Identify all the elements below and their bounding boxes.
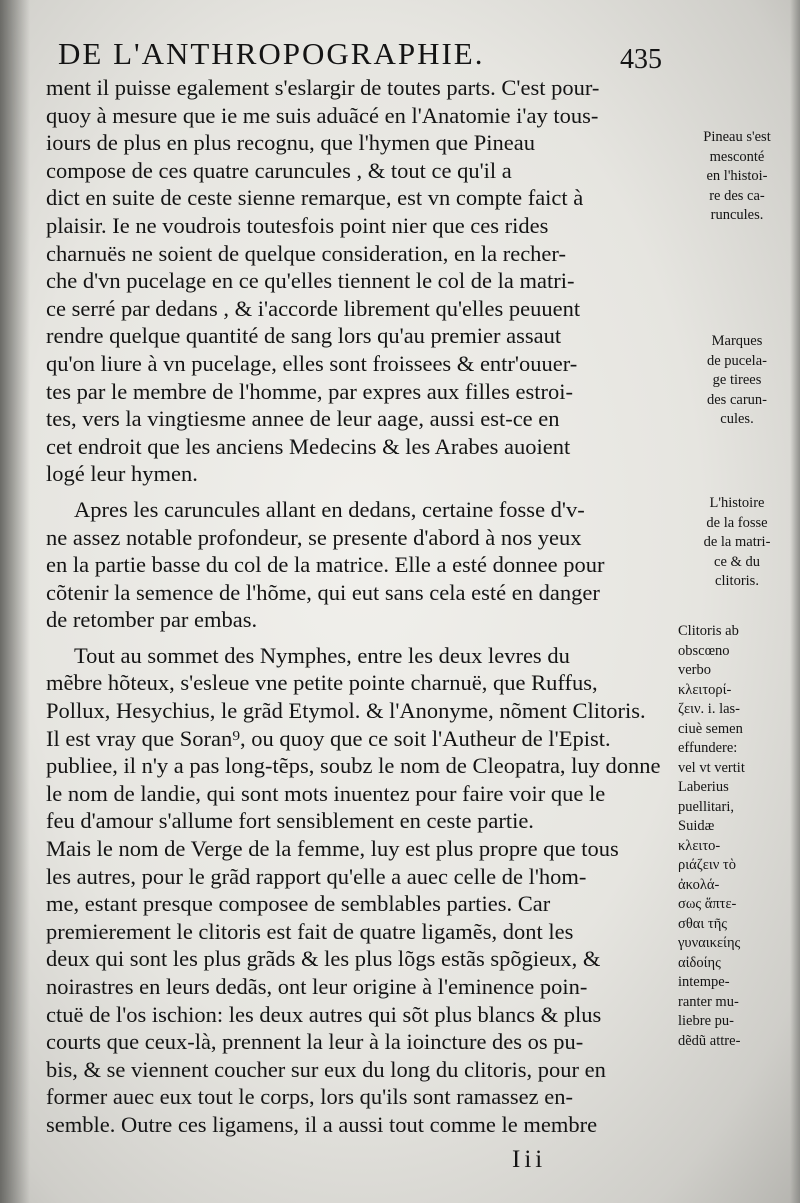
text-line: en la partie basse du col de la matrice. Elle a esté donnee pour [46,552,605,578]
text-line: premierement le clitoris est fait de quatre ligamẽs, dont les [46,918,574,944]
text-line: de retomber par embas. [46,607,258,633]
margin-line: verbo [678,662,712,678]
margin-line: κλειτο- [678,837,721,854]
text-line: courts que ceux-là, prennent la leur à la ioincture des os pu- [46,1029,584,1055]
margin-line: Marques [711,333,763,349]
text-line: le nom de landie, qui sont mots inuentez pour faire voir que le [46,780,606,806]
text-line: ce serré par dedans , & i'accorde librement qu'elles peuuent [46,295,581,321]
margin-line: cules. [720,411,754,427]
text-line: Mais le nom de Verge de la femme, luy est plus propre que tous [46,836,619,862]
text-line: former auec eux tout le corps, lors qu'ils sont ramassez en- [46,1084,574,1110]
margin-line: Pineau s'est [703,129,771,145]
text-line: feu d'amour s'allume fort sensiblement en ceste partie. [46,808,534,834]
margin-line: ciuè semen [678,720,743,737]
margin-line: Laberius [678,779,729,795]
margin-line: liebre pu- [678,1013,734,1029]
marginal-note-histoire [676,494,798,592]
text-line: bis, & se viennent coucher sur eux du long du clitoris, pour en [46,1056,606,1082]
margin-line: en l'histoi- [706,168,768,184]
text-line: iours de plus en plus recognu, que l'hymen que Pineau [46,130,535,156]
text-line: deux qui sont les plus grãds & les plus lõgs estãs spõgieux, & [46,946,601,972]
margin-line: κλειτορί- [678,681,732,698]
text-line: semble. Outre ces ligamens, il a aussi tout comme le membre [46,1111,598,1137]
margin-line: vel vt vertit [678,759,745,776]
marginal-note-clitoris-etymology [676,622,798,1051]
margin-line: ριάζειν τὸ [678,857,736,873]
text-line: che d'vn pucelage en ce qu'elles tiennent le col de la matri- [46,268,575,294]
margin-line: mesconté [709,148,765,165]
margin-line: σθαι τῆς [678,915,728,932]
catchword-signature: Iii [512,1146,547,1173]
text-line: Pollux, Hesychius, le grãd Etymol. & l'Anonyme, nõment Clitoris. [46,698,646,724]
text-line: ctuë de l'os ischion: les deux autres qui sõt plus blancs & plus [46,1001,602,1027]
text-line: ment il puisse egalement s'eslargir de toutes parts. C'est pour- [46,75,600,100]
margin-line: re des ca- [709,187,765,204]
text-line: quoy à mesure que ie me suis aduãcé en l'Anatomie i'ay tous- [46,102,599,128]
margin-line: Suidæ [678,818,715,834]
margin-line: puellitari, [678,798,734,815]
margin-line: ge tirees [712,372,762,388]
margin-line: runcules. [710,207,764,223]
text-line: noirastres en leurs dedãs, ont leur origine à l'eminence poin- [46,974,588,999]
margin-line: effundere: [678,740,738,756]
text-line: dict en suite de ceste sienne remarque, est vn compte faict à [46,185,584,211]
text-line: rendre quelque quantité de sang lors qu'au premier assaut [46,323,562,349]
text-line: cõtenir la semence de l'hõme, qui eut sans cela esté en danger [46,579,600,605]
text-line: plaisir. Ie ne voudrois toutesfois point nier que ces rides [46,212,549,238]
margin-line: L'histoire [709,495,765,511]
margin-line: de pucela- [707,352,767,369]
margin-line: de la fosse [706,514,768,531]
text-line: mẽbre hõteux, s'esleue vne petite pointe charnuë, que Ruffus, [46,670,598,696]
page-number: 435 [620,44,662,75]
text-line: me, estant presque composee de semblables parties. Car [46,891,551,917]
margin-line: dẽdũ attre- [678,1032,741,1049]
marginal-note-pineau [676,128,798,226]
text-line: Apres les caruncules allant en dedans, certaine fosse d'v- [74,496,585,522]
text-line: charnuës ne soient de quelque consideration, en la recher- [46,240,566,266]
text-line: tes par le membre de l'homme, par expres aux filles estroi- [46,378,573,404]
marginal-note-marques [676,332,798,430]
margin-line: γυναικείης [678,935,741,951]
text-line: tes, vers la vingtiesme annee de leur aage, aussi est-ce en [46,406,560,432]
text-line: compose de ces quatre caruncules , & tout ce qu'il a [46,157,512,183]
margin-line: ce & du [714,553,760,570]
margin-line: ἀκολά- [678,876,720,893]
margin-line: de la matri- [703,534,771,550]
text-line: les autres, pour le grãd rapport qu'elle a auec celle de l'hom- [46,863,587,889]
text-line: Tout au sommet des Nymphes, entre les deux levres du [74,642,570,668]
margin-line: obscœno [678,642,730,659]
margin-line: clitoris. [715,573,759,589]
text-line: logé leur hymen. [46,461,198,487]
margin-line: Clitoris ab [678,623,739,639]
margin-line: αἰδοίης [678,954,721,971]
margin-line: ranter mu- [678,993,739,1010]
text-line: ne assez notable profondeur, se presente d'abord à nos yeux [46,524,582,550]
page-gutter-shadow [0,0,30,1203]
margin-line: intempe- [678,974,730,990]
text-line: publiee, il n'y a pas long-tẽps, soubz le nom de Cleopatra, luy donne [46,753,661,779]
running-title: DE L'ANTHROPOGRAPHIE. [58,36,485,71]
margin-line: ζειν. i. las- [678,701,741,717]
text-line: Il est vray que Soran⁹, ou quoy que ce soit l'Autheur de l'Epist. [46,725,611,751]
margin-line: des carun- [707,391,767,408]
text-line: cet endroit que les anciens Medecins & les Arabes auoient [46,433,571,459]
main-text [46,74,671,1139]
text-line: qu'on liure à vn pucelage, elles sont froissees & entr'ouuer- [46,350,578,376]
margin-line: σως ἅπτε- [678,896,737,912]
